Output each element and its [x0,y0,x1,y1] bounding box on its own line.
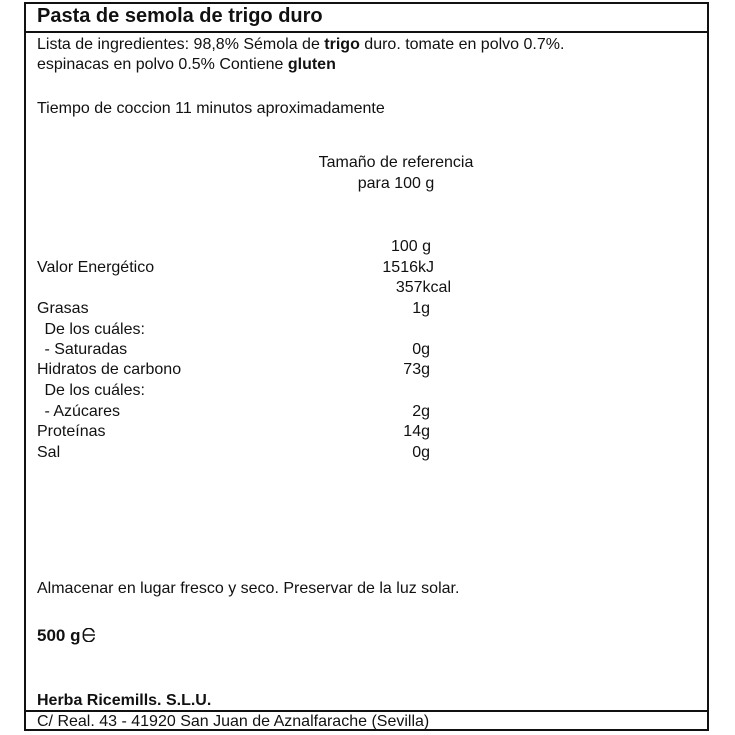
nutrient-value: 1516kJ [382,259,434,276]
nutrient-label: De los cuáles: [40,382,145,399]
nutrient-value: 0g [412,444,430,461]
reference-line-2: para 100 g [357,175,435,192]
ingredients-line-2 [37,55,336,74]
serving-header: 100 g [390,238,431,255]
ingredients-text-cont: duro. tomate en polvo 0.7%. [359,36,565,53]
ingredients-line-1 [37,35,564,54]
address-row [26,710,707,731]
nutrient-value: 0g [412,341,430,358]
nutrient-label: Grasas [37,300,89,317]
nutrient-label: - Saturadas [40,341,128,358]
storage-instructions: Almacenar en lugar fresco y seco. Preservar de la luz solar. [37,580,460,597]
nutrient-value: 2g [412,403,430,420]
net-weight-value: 500 g [37,626,81,645]
estimated-e-mark-icon [81,627,97,646]
nutrient-label: Sal [37,444,61,461]
reference-line-1: Tamaño de referencia [318,154,474,171]
nutrient-label: - Azúcares [40,403,121,420]
title-row [26,4,707,33]
label-frame [24,2,709,731]
ingredients-text: Lista de ingredientes: 98,8% Sémola de [37,36,325,53]
product-title: Pasta de semola de trigo duro [37,5,323,27]
nutrient-value: 1g [412,300,430,317]
allergen-gluten: gluten [287,56,336,73]
nutrient-label: Proteínas [37,423,106,440]
company-address: C/ Real. 43 - 41920 San Juan de Aznalfarache (Sevilla) [37,713,430,730]
company-name: Herba Ricemills. S.L.U. [37,692,212,709]
nutrient-value: 14g [403,423,430,440]
nutrient-label: De los cuáles: [40,321,145,338]
allergen-trigo: trigo [324,36,360,53]
nutrient-value: 357kcal [395,279,451,296]
net-weight [37,626,97,646]
nutrient-label: Hidratos de carbono [37,361,182,378]
cooking-time: Tiempo de coccion 11 minutos aproximadamente [37,100,385,117]
nutrient-label: Valor Energético [37,259,155,276]
ingredients-text-2: espinacas en polvo 0.5% Contiene [37,56,288,73]
nutrient-value: 73g [403,361,430,378]
